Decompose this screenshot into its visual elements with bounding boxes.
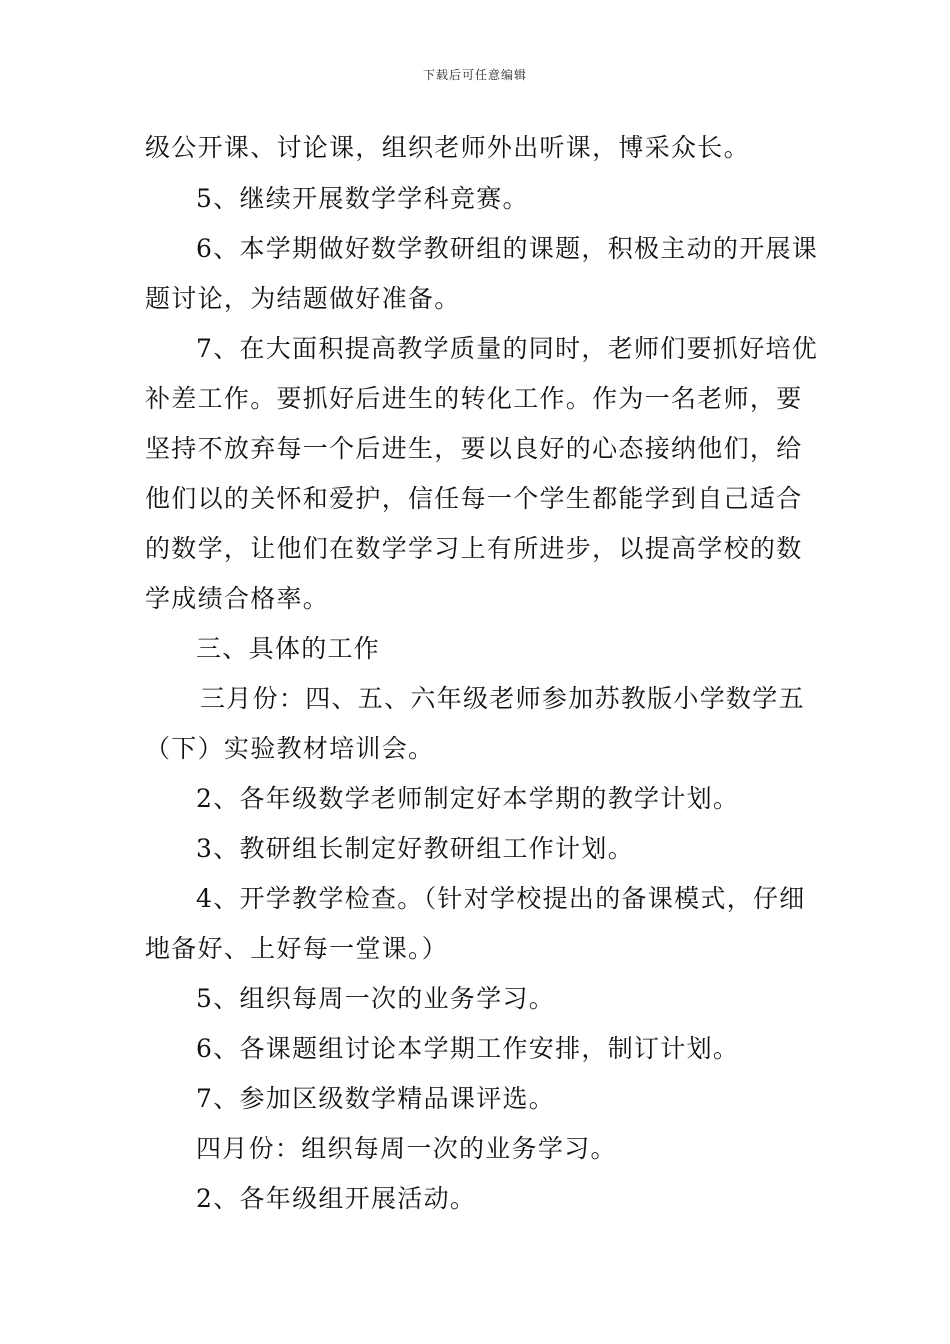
text-line-20: 7、参加区级数学精品课评选。 [196, 1084, 556, 1113]
section-heading: 三、具体的工作 [196, 634, 381, 663]
text-line-5: 7、在大面积提高教学质量的同时，老师们要抓好培优 [196, 334, 819, 363]
text-line-7: 坚持不放弃每一个后进生，要以良好的心态接纳他们，给 [145, 434, 803, 463]
text-line-10: 学成绩合格率。 [145, 584, 330, 613]
text-line-16: 4、开学教学检查。（针对学校提出的备课模式，仔细 [196, 884, 806, 913]
text-line-12: 三月份：四、五、六年级老师参加苏教版小学数学五 [200, 684, 805, 713]
text-line-4: 题讨论，为结题做好准备。 [145, 284, 461, 313]
text-line-9: 的数学，让他们在数学学习上有所进步，以提高学校的数 [145, 534, 803, 563]
text-line-3: 6、本学期做好数学教研组的课题，积极主动的开展课 [196, 234, 819, 263]
text-line-2: 5、继续开展数学学科竞赛。 [196, 184, 529, 213]
text-line-1: 级公开课、讨论课，组织老师外出听课，博采众长。 [145, 133, 750, 162]
text-line-18: 5、组织每周一次的业务学习。 [196, 984, 556, 1013]
text-line-17: 地备好、上好每一堂课。） [145, 934, 449, 963]
text-line-22: 2、各年级组开展活动。 [196, 1184, 477, 1213]
page-header: 下载后可任意编辑 [422, 68, 527, 82]
text-line-8: 他们以的关怀和爱护，信任每一个学生都能学到自己适合 [145, 484, 803, 513]
text-line-6: 补差工作。要抓好后进生的转化工作。作为一名老师，要 [145, 384, 803, 413]
text-line-14: 2、各年级数学老师制定好本学期的教学计划。 [196, 784, 740, 813]
text-line-13: （下）实验教材培训会。 [145, 734, 435, 763]
text-line-15: 3、教研组长制定好教研组工作计划。 [196, 834, 635, 863]
text-line-21: 四月份：组织每周一次的业务学习。 [196, 1134, 617, 1163]
text-line-19: 6、各课题组讨论本学期工作安排，制订计划。 [196, 1034, 740, 1063]
